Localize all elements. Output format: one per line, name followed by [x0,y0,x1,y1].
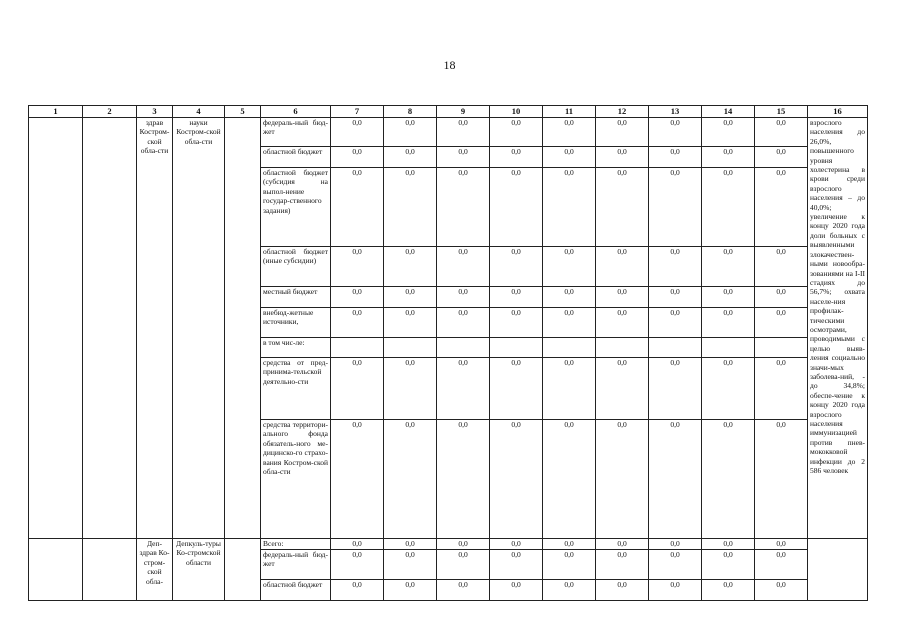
executor-cell: здрав Костром-ской обла-сти [137,118,173,539]
amount-cell: 0,0 [543,539,596,550]
amount-cell: 0,0 [437,358,490,420]
amount-cell: 0,0 [649,358,702,420]
amount-cell: 0,0 [384,308,437,338]
amount-cell: 0,0 [755,287,808,308]
amount-cell: 0,0 [384,420,437,539]
amount-cell: 0,0 [490,539,543,550]
amount-cell: 0,0 [702,118,755,147]
amount-cell [702,338,755,358]
amount-cell: 0,0 [755,168,808,247]
amount-cell: 0,0 [490,420,543,539]
amount-cell: 0,0 [331,147,384,168]
amount-cell: 0,0 [490,147,543,168]
amount-cell: 0,0 [384,580,437,601]
amount-cell: 0,0 [702,168,755,247]
amount-cell: 0,0 [702,147,755,168]
amount-cell [543,338,596,358]
column-number-3: 3 [137,106,173,118]
column-number-1: 1 [29,106,83,118]
column-number-6: 6 [261,106,331,118]
column-number-10: 10 [490,106,543,118]
amount-cell: 0,0 [437,420,490,539]
amount-cell: 0,0 [755,420,808,539]
amount-cell: 0,0 [384,147,437,168]
amount-cell: 0,0 [702,580,755,601]
expected-results-cell: взрослого населения до 26,0%, повышенного уровня холестерина в крови среди взрослого населения – до 40,0%; увеличение к концу 2020 года доли больных с выявленными злокачествен-ными новообра-зованиями на I-II стадиях до 56,7%; охвата населе-ния профилак-тическими осмотрами, проводимыми с целью выяв-ления социально значи-мых заболева-ний, - до 34,8%; обеспе-чение к концу 2020 года взрослого населения иммунизацией против пнев-мококковой инфекции до 2 586 человек [808,118,868,539]
funding-source-cell: в том чис-ле: [261,338,331,358]
column-number-4: 4 [173,106,225,118]
funding-source-cell: местный бюджет [261,287,331,308]
amount-cell: 0,0 [596,118,649,147]
amount-cell [649,338,702,358]
amount-cell: 0,0 [702,247,755,287]
amount-cell: 0,0 [649,247,702,287]
amount-cell: 0,0 [596,168,649,247]
funding-source-cell: средства территори-ального фонда обязатель-ного ме-дицинско-го страхо-вания Костром-ской обла-сти [261,420,331,539]
amount-cell: 0,0 [331,287,384,308]
column-number-14: 14 [702,106,755,118]
amount-cell: 0,0 [543,358,596,420]
amount-cell: 0,0 [649,580,702,601]
co-executor-cell: науки Костром-ской обла-сти [173,118,225,539]
amount-cell: 0,0 [384,118,437,147]
amount-cell: 0,0 [596,420,649,539]
amount-cell [596,338,649,358]
amount-cell: 0,0 [543,147,596,168]
amount-cell: 0,0 [649,308,702,338]
amount-cell: 0,0 [437,308,490,338]
amount-cell: 0,0 [331,358,384,420]
amount-cell: 0,0 [755,308,808,338]
amount-cell: 0,0 [649,118,702,147]
column-number-15: 15 [755,106,808,118]
amount-cell: 0,0 [543,118,596,147]
col-1-cell [29,118,83,539]
amount-cell: 0,0 [543,247,596,287]
col-5-cell [225,539,261,601]
header-row [29,106,868,118]
funding-source-cell: средства от пред-принима-тельской деятельно-сти [261,358,331,420]
funding-source-cell: областной бюджет (субсидия на выпол-нение государ-ственного задания) [261,168,331,247]
column-number-9: 9 [437,106,490,118]
amount-cell [490,338,543,358]
amount-cell: 0,0 [596,287,649,308]
amount-cell: 0,0 [331,247,384,287]
column-number-12: 12 [596,106,649,118]
amount-cell: 0,0 [384,550,437,580]
col-5-cell [225,118,261,539]
page-number: 18 [443,58,456,72]
amount-cell: 0,0 [331,168,384,247]
amount-cell: 0,0 [649,420,702,539]
funding-source-cell: областной бюджет (иные субсидии) [261,247,331,287]
amount-cell: 0,0 [649,168,702,247]
column-number-2: 2 [83,106,137,118]
table-row [29,539,868,550]
amount-cell: 0,0 [331,118,384,147]
expected-results-cell [808,539,868,601]
amount-cell: 0,0 [755,550,808,580]
amount-cell: 0,0 [543,580,596,601]
amount-cell [331,338,384,358]
funding-source-cell: областной бюджет [261,580,331,601]
amount-cell: 0,0 [649,287,702,308]
amount-cell: 0,0 [437,539,490,550]
column-number-8: 8 [384,106,437,118]
amount-cell: 0,0 [437,550,490,580]
amount-cell: 0,0 [543,308,596,338]
amount-cell: 0,0 [755,539,808,550]
amount-cell: 0,0 [649,550,702,580]
amount-cell [384,338,437,358]
funding-source-cell: Всего: [261,539,331,550]
amount-cell: 0,0 [755,358,808,420]
amount-cell: 0,0 [649,539,702,550]
col-2-cell [83,118,137,539]
amount-cell [755,338,808,358]
amount-cell: 0,0 [490,118,543,147]
amount-cell: 0,0 [437,118,490,147]
amount-cell: 0,0 [649,147,702,168]
funding-source-cell: внебюд-жетные источники, [261,308,331,338]
amount-cell: 0,0 [437,287,490,308]
amount-cell: 0,0 [543,168,596,247]
amount-cell: 0,0 [437,580,490,601]
amount-cell: 0,0 [437,247,490,287]
column-number-11: 11 [543,106,596,118]
funding-source-cell: областной бюджет [261,147,331,168]
amount-cell: 0,0 [702,550,755,580]
column-number-13: 13 [649,106,702,118]
amount-cell: 0,0 [596,247,649,287]
amount-cell: 0,0 [702,358,755,420]
amount-cell: 0,0 [543,550,596,580]
amount-cell: 0,0 [490,287,543,308]
amount-cell: 0,0 [384,358,437,420]
amount-cell: 0,0 [437,147,490,168]
amount-cell: 0,0 [331,308,384,338]
amount-cell: 0,0 [331,539,384,550]
amount-cell: 0,0 [702,420,755,539]
amount-cell: 0,0 [702,308,755,338]
table-row [29,118,868,147]
amount-cell: 0,0 [490,308,543,338]
budget-table [28,105,868,601]
amount-cell: 0,0 [755,247,808,287]
column-number-7: 7 [331,106,384,118]
column-number-16: 16 [808,106,868,118]
amount-cell: 0,0 [490,550,543,580]
amount-cell: 0,0 [543,420,596,539]
amount-cell: 0,0 [437,168,490,247]
funding-source-cell: федераль-ный бюд-жет [261,118,331,147]
amount-cell: 0,0 [384,539,437,550]
amount-cell: 0,0 [755,580,808,601]
amount-cell: 0,0 [384,287,437,308]
amount-cell: 0,0 [702,287,755,308]
amount-cell: 0,0 [596,539,649,550]
amount-cell: 0,0 [596,358,649,420]
col-1-cell [29,539,83,601]
amount-cell: 0,0 [331,580,384,601]
amount-cell: 0,0 [755,118,808,147]
amount-cell: 0,0 [490,168,543,247]
amount-cell: 0,0 [596,308,649,338]
funding-source-cell: федераль-ный бюд-жет [261,550,331,580]
amount-cell: 0,0 [490,358,543,420]
amount-cell: 0,0 [384,247,437,287]
amount-cell: 0,0 [702,539,755,550]
amount-cell: 0,0 [331,420,384,539]
amount-cell [437,338,490,358]
col-2-cell [83,539,137,601]
amount-cell: 0,0 [384,168,437,247]
column-number-5: 5 [225,106,261,118]
amount-cell: 0,0 [596,147,649,168]
amount-cell: 0,0 [331,550,384,580]
co-executor-cell: Депкуль-туры Ко-стромской области [173,539,225,601]
amount-cell: 0,0 [596,550,649,580]
amount-cell: 0,0 [596,580,649,601]
executor-cell: Деп-здрав Ко-стром-ской обла- [137,539,173,601]
amount-cell: 0,0 [543,287,596,308]
amount-cell: 0,0 [490,580,543,601]
amount-cell: 0,0 [490,247,543,287]
amount-cell: 0,0 [755,147,808,168]
